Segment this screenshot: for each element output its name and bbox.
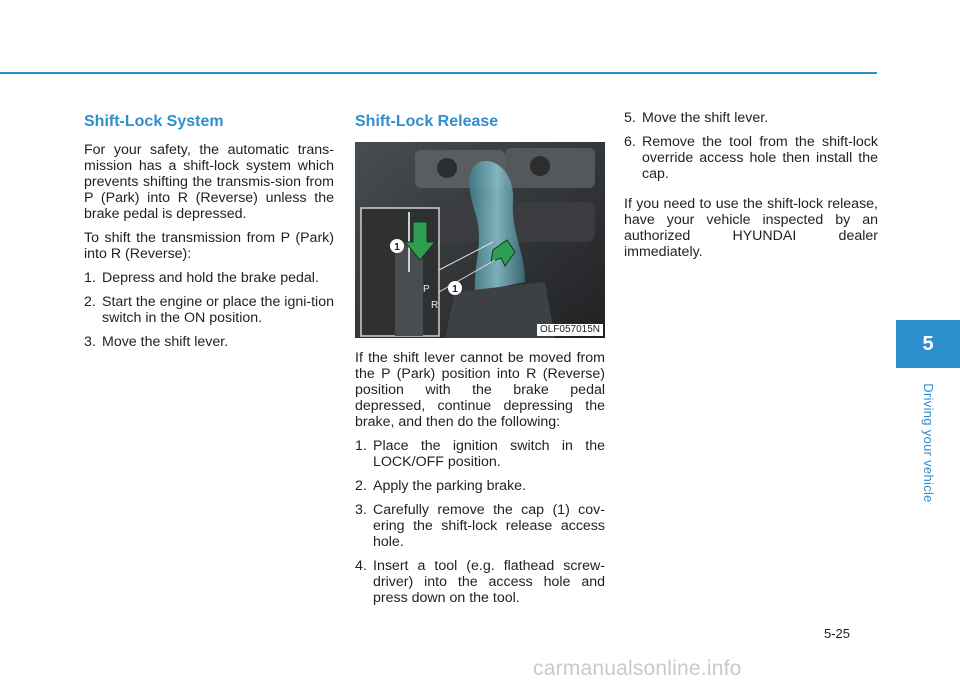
step-number: 3. bbox=[84, 334, 96, 350]
column-shift-lock-system bbox=[84, 108, 334, 358]
paragraph-dealer-notice: If you need to use the shift-lock release, have your vehicle inspected by an authorized HYUNDAI dealer immediately. bbox=[624, 196, 878, 260]
list-item bbox=[84, 270, 334, 286]
step-number: 3. bbox=[355, 502, 367, 518]
step-text: Insert a tool (e.g. flathead screw-driver) into the access hole and press down on the tool. bbox=[373, 558, 605, 606]
paragraph-release-intro: If the shift lever cannot be moved from the P (Park) position into R (Reverse) position with the brake pedal depressed, continue depressing the brake, and then do the following: bbox=[355, 350, 605, 430]
step-list-2 bbox=[355, 438, 605, 606]
list-item bbox=[624, 134, 878, 182]
section-title: Driving your vehicle bbox=[921, 383, 936, 503]
list-item bbox=[84, 294, 334, 326]
callout-1-label: 1 bbox=[394, 242, 400, 253]
heading-shift-lock-system: Shift-Lock System bbox=[84, 113, 224, 130]
shift-lever-figure bbox=[355, 142, 605, 338]
paragraph-instructions: To shift the transmission from P (Park) into R (Reverse): bbox=[84, 230, 334, 262]
shift-lever-illustration bbox=[355, 142, 605, 338]
list-item bbox=[355, 502, 605, 550]
step-text: Depress and hold the brake pedal. bbox=[102, 270, 319, 286]
step-number: 6. bbox=[624, 134, 636, 150]
step-list-3 bbox=[624, 110, 878, 182]
page-number: 5-25 bbox=[824, 626, 851, 641]
paragraph-intro: For your safety, the automatic trans-mission has a shift-lock system which prevents shifting the transmis-sion from P (Park) into R (Reverse) unless the brake pedal is depressed. bbox=[84, 142, 334, 222]
column-shift-lock-release bbox=[355, 108, 605, 614]
step-text: Place the ignition switch in the LOCK/OFF position. bbox=[373, 438, 605, 470]
step-number: 1. bbox=[84, 270, 96, 286]
step-number: 2. bbox=[84, 294, 96, 310]
list-item bbox=[355, 438, 605, 470]
step-text: Start the engine or place the igni-tion switch in the ON position. bbox=[102, 294, 334, 326]
step-text: Carefully remove the cap (1) cov-ering the shift-lock release access hole. bbox=[373, 502, 605, 550]
header-rule bbox=[0, 72, 877, 74]
figure-caption: OLF057015N bbox=[537, 324, 603, 336]
step-number: 1. bbox=[355, 438, 367, 454]
column-continued bbox=[624, 110, 878, 268]
list-item bbox=[355, 478, 605, 494]
gear-r-label: R bbox=[431, 300, 439, 311]
heading-shift-lock-release: Shift-Lock Release bbox=[355, 113, 499, 130]
list-item bbox=[624, 110, 878, 126]
step-text: Move the shift lever. bbox=[102, 334, 229, 350]
list-item bbox=[84, 334, 334, 350]
gear-p-label: P bbox=[423, 284, 430, 295]
step-number: 5. bbox=[624, 110, 636, 126]
callout-2-label: 1 bbox=[452, 284, 458, 295]
step-number: 4. bbox=[355, 558, 367, 574]
step-number: 2. bbox=[355, 478, 367, 494]
section-number: 5 bbox=[922, 332, 934, 355]
step-text: Apply the parking brake. bbox=[373, 478, 527, 494]
step-list-1 bbox=[84, 270, 334, 350]
list-item bbox=[355, 558, 605, 606]
step-text: Remove the tool from the shift-lock override access hole then install the cap. bbox=[642, 134, 878, 182]
step-text: Move the shift lever. bbox=[642, 110, 769, 126]
watermark: carmanualsonline.info bbox=[533, 657, 742, 680]
